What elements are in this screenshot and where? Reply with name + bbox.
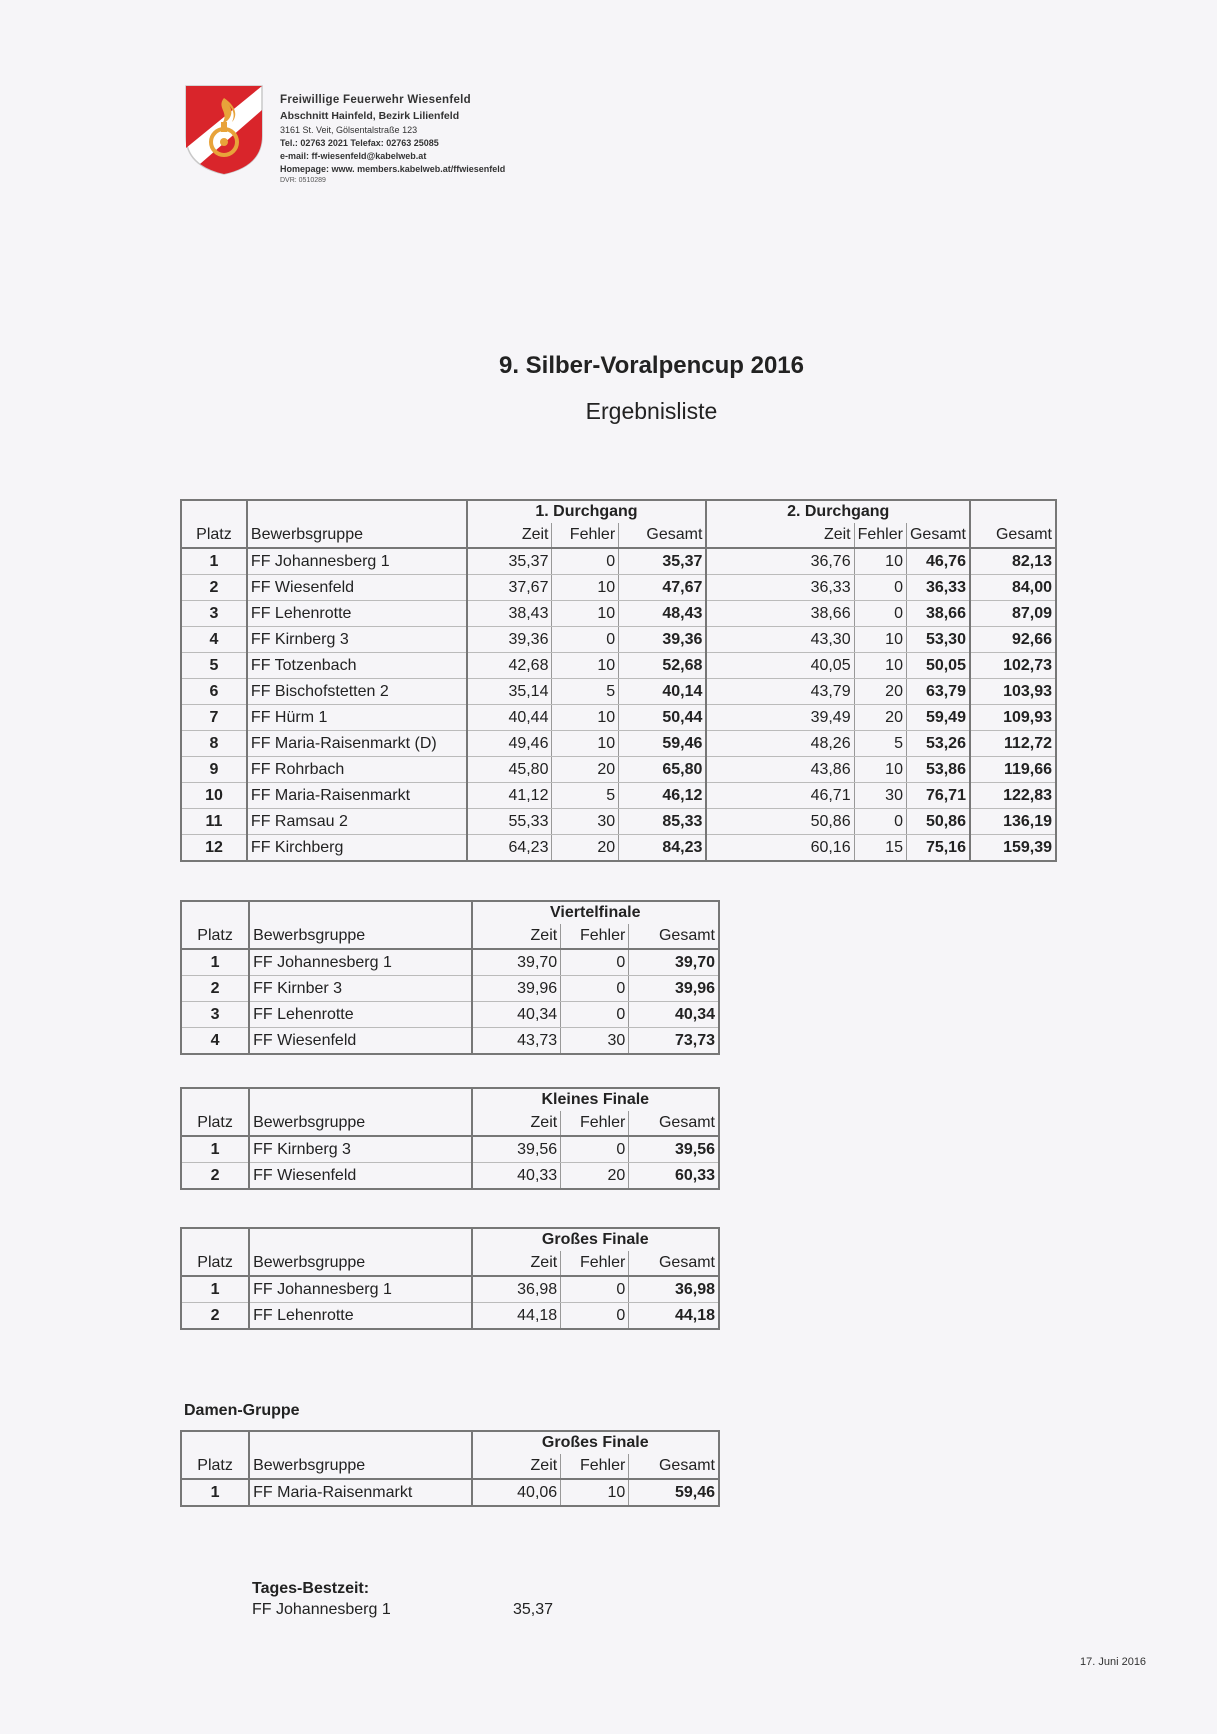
table-cell: 2 xyxy=(181,1303,249,1330)
table-cell: 41,12 xyxy=(467,783,552,809)
table-row xyxy=(181,601,1056,627)
table-cell: FF Maria-Raisenmarkt xyxy=(247,783,467,809)
org-email: e-mail: ff-wiesenfeld@kabelweb.at xyxy=(280,151,427,161)
table-row xyxy=(181,809,1056,835)
table-cell: 46,71 xyxy=(706,783,854,809)
table-cell: 10 xyxy=(181,783,247,809)
table-cell: 1 xyxy=(181,1136,249,1163)
col-header-total: Gesamt xyxy=(970,523,1056,548)
table-cell: 35,37 xyxy=(467,548,552,575)
col-header-platz: Platz xyxy=(181,1251,249,1276)
table-row xyxy=(181,949,719,976)
table-cell: FF Kirchberg xyxy=(247,835,467,862)
table-cell: 0 xyxy=(552,627,619,653)
results-table xyxy=(180,499,1057,862)
table-row xyxy=(181,1136,719,1163)
table-cell: FF Ramsau 2 xyxy=(247,809,467,835)
table-row xyxy=(181,548,1056,575)
col-header-gesamt: Gesamt xyxy=(629,1111,719,1136)
col-header-zeit: Zeit xyxy=(472,1454,561,1479)
table-cell: 10 xyxy=(552,731,619,757)
col-header-fehler: Fehler xyxy=(561,924,629,949)
table-cell: 1 xyxy=(181,548,247,575)
col-header-gesamt: Gesamt xyxy=(619,523,707,548)
table-cell: 3 xyxy=(181,601,247,627)
col-header-gesamt: Gesamt xyxy=(629,1454,719,1479)
table-cell: FF Kirnberg 3 xyxy=(249,1136,471,1163)
damen-finale-table xyxy=(180,1430,720,1507)
table-cell: 0 xyxy=(854,809,906,835)
table-cell: 0 xyxy=(561,1002,629,1028)
table-cell: 10 xyxy=(561,1479,629,1506)
table-row xyxy=(181,653,1056,679)
group-header-kleines-finale: Kleines Finale xyxy=(472,1088,719,1111)
table-cell: 5 xyxy=(181,653,247,679)
group-header-grosses-finale: Großes Finale xyxy=(472,1228,719,1251)
table-cell: 92,66 xyxy=(970,627,1056,653)
table-cell: 0 xyxy=(561,976,629,1002)
table-cell: 10 xyxy=(854,627,906,653)
table-cell: 65,80 xyxy=(619,757,707,783)
table-cell: 5 xyxy=(552,783,619,809)
table-cell: 2 xyxy=(181,575,247,601)
table-cell: FF Bischofstetten 2 xyxy=(247,679,467,705)
table-cell: 103,93 xyxy=(970,679,1056,705)
table-cell: 38,66 xyxy=(706,601,854,627)
table-cell: 63,79 xyxy=(906,679,970,705)
viertelfinale-table xyxy=(180,900,720,1055)
table-row xyxy=(181,679,1056,705)
table-row xyxy=(181,627,1056,653)
col-header-bewerbsgruppe: Bewerbsgruppe xyxy=(249,1111,471,1136)
table-cell: 36,98 xyxy=(472,1276,561,1303)
table-cell: 44,18 xyxy=(472,1303,561,1330)
table-cell: 48,26 xyxy=(706,731,854,757)
table-cell: 59,46 xyxy=(629,1479,719,1506)
table-cell: FF Johannesberg 1 xyxy=(247,548,467,575)
table-cell: 20 xyxy=(561,1163,629,1190)
table-cell: 50,05 xyxy=(906,653,970,679)
table-cell: 0 xyxy=(552,548,619,575)
col-header-bewerbsgruppe: Bewerbsgruppe xyxy=(249,924,471,949)
table-cell: 85,33 xyxy=(619,809,707,835)
document-date: 17. Juni 2016 xyxy=(1080,1656,1147,1668)
table-cell: 43,86 xyxy=(706,757,854,783)
table-cell: 119,66 xyxy=(970,757,1056,783)
table-row xyxy=(181,1276,719,1303)
table-cell: 53,30 xyxy=(906,627,970,653)
table-cell: 52,68 xyxy=(619,653,707,679)
table-cell: 109,93 xyxy=(970,705,1056,731)
table-row xyxy=(181,1002,719,1028)
table-cell: 49,46 xyxy=(467,731,552,757)
group-header-damen-finale: Großes Finale xyxy=(472,1431,719,1454)
table-cell: 102,73 xyxy=(970,653,1056,679)
org-name: Freiwillige Feuerwehr Wiesenfeld xyxy=(280,94,471,106)
table-cell: 37,67 xyxy=(467,575,552,601)
table-cell: 1 xyxy=(181,1276,249,1303)
table-cell: 84,00 xyxy=(970,575,1056,601)
table-cell: FF Lehenrotte xyxy=(247,601,467,627)
table-cell: 39,56 xyxy=(472,1136,561,1163)
col-header-gesamt: Gesamt xyxy=(906,523,970,548)
table-cell: 0 xyxy=(561,949,629,976)
table-cell: 44,18 xyxy=(629,1303,719,1330)
table-cell: 38,66 xyxy=(906,601,970,627)
col-header-zeit: Zeit xyxy=(472,924,561,949)
col-header-zeit: Zeit xyxy=(467,523,552,548)
table-cell: 30 xyxy=(854,783,906,809)
org-homepage: Homepage: www. members.kabelweb.at/ffwiesenfeld xyxy=(280,164,506,174)
grosses-finale-table xyxy=(180,1227,720,1330)
table-cell: 53,26 xyxy=(906,731,970,757)
group-header-viertelfinale: Viertelfinale xyxy=(472,901,719,924)
group-header-durchgang-2: 2. Durchgang xyxy=(706,500,970,523)
table-cell: 38,43 xyxy=(467,601,552,627)
col-header-zeit: Zeit xyxy=(472,1111,561,1136)
table-cell: 55,33 xyxy=(467,809,552,835)
table-cell: 10 xyxy=(552,705,619,731)
table-cell: 9 xyxy=(181,757,247,783)
table-cell: 10 xyxy=(854,653,906,679)
table-cell: 50,86 xyxy=(906,809,970,835)
table-cell: 59,46 xyxy=(619,731,707,757)
table-cell: 39,96 xyxy=(629,976,719,1002)
table-cell: 40,33 xyxy=(472,1163,561,1190)
table-cell: 0 xyxy=(854,575,906,601)
col-header-fehler: Fehler xyxy=(552,523,619,548)
table-cell: 10 xyxy=(552,575,619,601)
page-title: 9. Silber-Voralpencup 2016 xyxy=(498,352,804,379)
table-cell: 48,43 xyxy=(619,601,707,627)
table-cell: 36,98 xyxy=(629,1276,719,1303)
damen-gruppe-label: Damen-Gruppe xyxy=(184,1402,300,1419)
table-cell: 36,33 xyxy=(906,575,970,601)
table-cell: 4 xyxy=(181,1028,249,1055)
table-cell: FF Lehenrotte xyxy=(249,1303,471,1330)
table-cell: 59,49 xyxy=(906,705,970,731)
table-cell: 43,73 xyxy=(472,1028,561,1055)
tagesbestzeit-team: FF Johannesberg 1 xyxy=(252,1601,391,1618)
table-cell: 20 xyxy=(854,705,906,731)
table-cell: 5 xyxy=(854,731,906,757)
table-cell: 39,56 xyxy=(629,1136,719,1163)
table-cell: 20 xyxy=(552,757,619,783)
col-header-zeit: Zeit xyxy=(706,523,854,548)
col-header-platz: Platz xyxy=(181,1454,249,1479)
table-cell: 40,14 xyxy=(619,679,707,705)
table-cell: 39,70 xyxy=(472,949,561,976)
table-cell: 53,86 xyxy=(906,757,970,783)
table-cell: 76,71 xyxy=(906,783,970,809)
tagesbestzeit-label: Tages-Bestzeit: xyxy=(252,1580,370,1597)
col-header-platz: Platz xyxy=(181,523,247,548)
table-cell: 0 xyxy=(561,1276,629,1303)
table-cell: 43,30 xyxy=(706,627,854,653)
table-cell: 82,13 xyxy=(970,548,1056,575)
table-cell: 159,39 xyxy=(970,835,1056,862)
table-cell: 8 xyxy=(181,731,247,757)
table-cell: 0 xyxy=(854,601,906,627)
table-cell: 30 xyxy=(552,809,619,835)
table-row xyxy=(181,1163,719,1190)
table-cell: 35,37 xyxy=(619,548,707,575)
kleines-finale-table xyxy=(180,1087,720,1190)
table-cell: 64,23 xyxy=(467,835,552,862)
table-cell: 60,33 xyxy=(629,1163,719,1190)
table-cell: 15 xyxy=(854,835,906,862)
col-header-bewerbsgruppe: Bewerbsgruppe xyxy=(247,523,467,548)
col-header-bewerbsgruppe: Bewerbsgruppe xyxy=(249,1251,471,1276)
table-cell: 60,16 xyxy=(706,835,854,862)
table-cell: 84,23 xyxy=(619,835,707,862)
table-cell: 1 xyxy=(181,1479,249,1506)
table-cell: FF Rohrbach xyxy=(247,757,467,783)
table-cell: FF Hürm 1 xyxy=(247,705,467,731)
org-dvr: DVR: 0510289 xyxy=(280,177,326,184)
col-header-fehler: Fehler xyxy=(854,523,906,548)
table-cell: 4 xyxy=(181,627,247,653)
table-cell: 43,79 xyxy=(706,679,854,705)
table-cell: FF Wiesenfeld xyxy=(247,575,467,601)
table-cell: 87,09 xyxy=(970,601,1056,627)
table-cell: FF Kirnberg 3 xyxy=(247,627,467,653)
table-cell: FF Wiesenfeld xyxy=(249,1028,471,1055)
table-cell: 20 xyxy=(552,835,619,862)
table-cell: 40,06 xyxy=(472,1479,561,1506)
fire-brigade-crest-icon xyxy=(184,84,264,176)
table-cell: 75,16 xyxy=(906,835,970,862)
table-cell: 0 xyxy=(561,1136,629,1163)
table-cell: 1 xyxy=(181,949,249,976)
table-cell: 40,34 xyxy=(629,1002,719,1028)
col-header-platz: Platz xyxy=(181,924,249,949)
table-row xyxy=(181,976,719,1002)
table-cell: FF Johannesberg 1 xyxy=(249,949,471,976)
table-cell: FF Wiesenfeld xyxy=(249,1163,471,1190)
letterhead xyxy=(184,84,684,194)
table-cell: 40,05 xyxy=(706,653,854,679)
table-cell: 10 xyxy=(552,601,619,627)
table-cell: 20 xyxy=(854,679,906,705)
table-cell: 46,76 xyxy=(906,548,970,575)
table-cell: 36,33 xyxy=(706,575,854,601)
table-cell: 35,14 xyxy=(467,679,552,705)
table-cell: 47,67 xyxy=(619,575,707,601)
table-cell: 39,36 xyxy=(619,627,707,653)
table-cell: 50,86 xyxy=(706,809,854,835)
table-cell: FF Kirnber 3 xyxy=(249,976,471,1002)
table-cell: 11 xyxy=(181,809,247,835)
table-cell: 40,34 xyxy=(472,1002,561,1028)
org-address: 3161 St. Veit, Gölsentalstraße 123 xyxy=(280,125,418,135)
table-cell: FF Lehenrotte xyxy=(249,1002,471,1028)
table-cell: 6 xyxy=(181,679,247,705)
table-row xyxy=(181,783,1056,809)
table-row xyxy=(181,1303,719,1330)
table-row xyxy=(181,731,1056,757)
table-cell: 50,44 xyxy=(619,705,707,731)
table-cell: 2 xyxy=(181,976,249,1002)
table-cell: 0 xyxy=(561,1303,629,1330)
table-row xyxy=(181,575,1056,601)
col-header-bewerbsgruppe: Bewerbsgruppe xyxy=(249,1454,471,1479)
group-header-durchgang-1: 1. Durchgang xyxy=(467,500,707,523)
col-header-fehler: Fehler xyxy=(561,1454,629,1479)
table-row xyxy=(181,1028,719,1055)
table-cell: 46,12 xyxy=(619,783,707,809)
table-cell: 5 xyxy=(552,679,619,705)
col-header-gesamt: Gesamt xyxy=(629,924,719,949)
table-cell: 7 xyxy=(181,705,247,731)
page-subtitle: Ergebnisliste xyxy=(585,398,718,424)
table-row xyxy=(181,835,1056,862)
table-cell: 73,73 xyxy=(629,1028,719,1055)
table-cell: 39,36 xyxy=(467,627,552,653)
table-cell: 2 xyxy=(181,1163,249,1190)
table-cell: FF Maria-Raisenmarkt (D) xyxy=(247,731,467,757)
col-header-fehler: Fehler xyxy=(561,1251,629,1276)
org-section: Abschnitt Hainfeld, Bezirk Lilienfeld xyxy=(280,110,460,122)
table-cell: 10 xyxy=(854,757,906,783)
table-row xyxy=(181,1479,719,1506)
table-cell: 12 xyxy=(181,835,247,862)
table-cell: 30 xyxy=(561,1028,629,1055)
table-cell: 40,44 xyxy=(467,705,552,731)
table-cell: 112,72 xyxy=(970,731,1056,757)
org-phone: Tel.: 02763 2021 Telefax: 02763 25085 xyxy=(280,138,439,148)
table-cell: FF Maria-Raisenmarkt xyxy=(249,1479,471,1506)
table-row xyxy=(181,705,1056,731)
table-cell: 45,80 xyxy=(467,757,552,783)
col-header-zeit: Zeit xyxy=(472,1251,561,1276)
table-cell: 36,76 xyxy=(706,548,854,575)
table-cell: 122,83 xyxy=(970,783,1056,809)
col-header-gesamt: Gesamt xyxy=(629,1251,719,1276)
table-row xyxy=(181,757,1056,783)
table-cell: FF Totzenbach xyxy=(247,653,467,679)
col-header-fehler: Fehler xyxy=(561,1111,629,1136)
table-cell: 136,19 xyxy=(970,809,1056,835)
table-cell: 3 xyxy=(181,1002,249,1028)
table-cell: 10 xyxy=(552,653,619,679)
table-cell: 39,70 xyxy=(629,949,719,976)
tagesbestzeit-time: 35,37 xyxy=(513,1601,554,1618)
table-cell: 39,96 xyxy=(472,976,561,1002)
table-cell: FF Johannesberg 1 xyxy=(249,1276,471,1303)
table-cell: 39,49 xyxy=(706,705,854,731)
col-header-platz: Platz xyxy=(181,1111,249,1136)
table-cell: 10 xyxy=(854,548,906,575)
table-cell: 42,68 xyxy=(467,653,552,679)
